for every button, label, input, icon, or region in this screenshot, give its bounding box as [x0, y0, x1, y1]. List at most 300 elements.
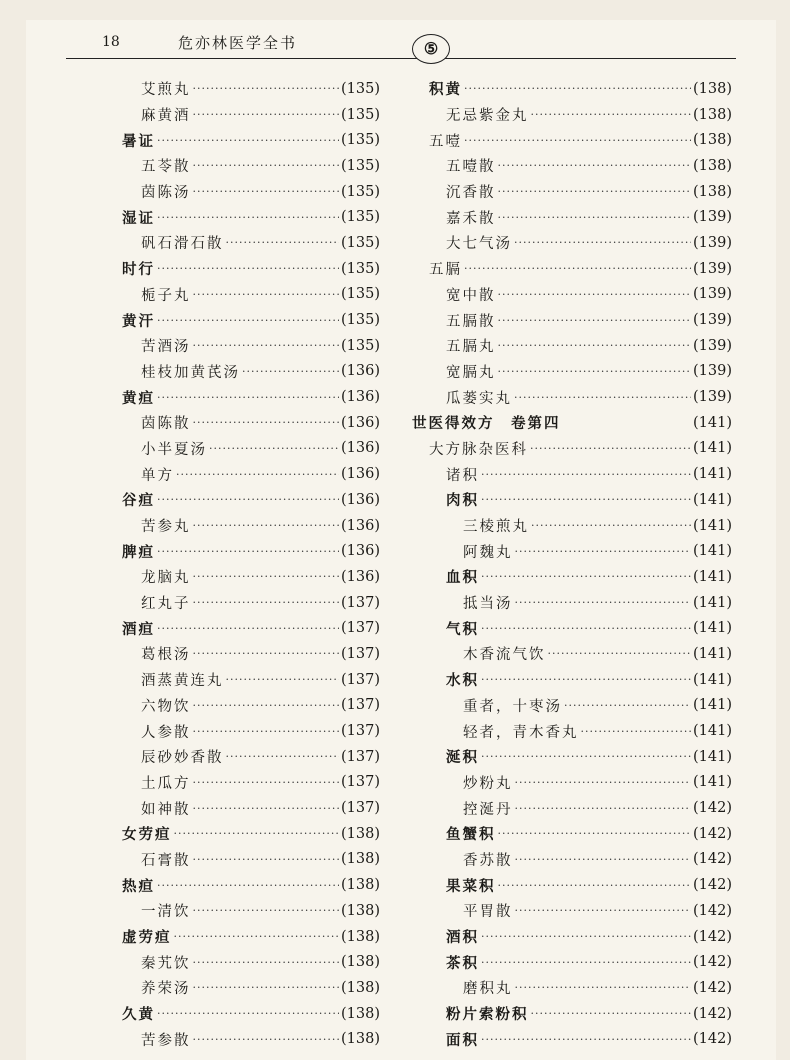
toc-entry-title: 热疸 — [122, 877, 155, 895]
dot-leader — [498, 365, 692, 378]
toc-entry — [412, 153, 732, 179]
toc-entry-page: (135) — [341, 183, 380, 200]
toc-entry-page: (136) — [341, 491, 380, 508]
toc-entry-page: (139) — [693, 286, 732, 303]
toc-entry-page: (137) — [341, 800, 380, 817]
toc-entry-page: (138) — [693, 157, 732, 174]
toc-entry — [122, 307, 380, 333]
toc-entry — [412, 179, 732, 205]
toc-entry-title: 麻黄酒 — [141, 108, 191, 125]
toc-entry — [412, 564, 732, 590]
toc-entry — [122, 795, 380, 821]
dot-leader — [193, 1033, 340, 1046]
toc-entry-page: (139) — [693, 363, 732, 380]
toc-entry — [412, 949, 732, 975]
dot-leader — [498, 879, 692, 892]
dot-leader — [498, 159, 692, 172]
toc-entry — [122, 384, 380, 410]
toc-entry-title: 黄疸 — [122, 389, 155, 407]
toc-entry-title: 黄汗 — [122, 312, 155, 330]
dot-leader — [193, 108, 340, 121]
dot-leader — [515, 981, 692, 994]
toc-entry — [122, 282, 380, 308]
toc-entry-page: (138) — [341, 1005, 380, 1022]
toc-entry — [412, 333, 732, 359]
toc-entry-title: 茵陈散 — [141, 416, 191, 433]
dot-leader — [176, 468, 339, 481]
toc-entry-title: 时行 — [122, 261, 155, 279]
toc-entry-title: 久黄 — [122, 1006, 155, 1024]
toc-entry — [412, 641, 732, 667]
toc-entry-title: 女劳疸 — [122, 826, 172, 844]
toc-entry-page: (138) — [693, 80, 732, 97]
toc-entry — [122, 847, 380, 873]
toc-entry — [122, 718, 380, 744]
toc-entry-title: 抵当汤 — [463, 596, 513, 613]
toc-entry-page: (138) — [341, 825, 380, 842]
dot-leader — [193, 647, 340, 660]
toc-entry-title: 一清饮 — [141, 904, 191, 921]
toc-entry-title: 如神散 — [141, 801, 191, 818]
toc-entry-page: (141) — [693, 748, 732, 765]
toc-entry — [412, 102, 732, 128]
toc-entry-title: 土瓜方 — [141, 775, 191, 792]
toc-entry-page: (141) — [693, 645, 732, 662]
toc-entry — [122, 949, 380, 975]
toc-entry-title: 沉香散 — [446, 185, 496, 202]
dot-leader — [481, 622, 691, 635]
toc-entry-title: 桂枝加黄芪汤 — [141, 364, 240, 381]
toc-entry-title: 六物饮 — [141, 698, 191, 715]
dot-leader — [498, 314, 692, 327]
toc-entry-title: 大七气汤 — [446, 236, 512, 253]
dot-leader — [193, 904, 340, 917]
toc-entry-page: (135) — [341, 132, 380, 149]
toc-entry-page: (138) — [341, 979, 380, 996]
dot-leader — [498, 288, 692, 301]
toc-entry — [122, 256, 380, 282]
dot-leader — [193, 699, 340, 712]
toc-entry-title: 诸积 — [446, 467, 479, 484]
toc-entry — [412, 76, 732, 102]
toc-entry-page: (142) — [693, 928, 732, 945]
toc-entry — [412, 770, 732, 796]
toc-entry — [122, 924, 380, 950]
toc-entry-title: 五膈丸 — [446, 339, 496, 356]
toc-entry — [122, 564, 380, 590]
toc-entry-page: (142) — [693, 1031, 732, 1048]
toc-entry-title: 五噎散 — [446, 159, 496, 176]
toc-entry — [122, 436, 380, 462]
toc-entry-title: 粉片索粉积 — [446, 1006, 529, 1024]
dot-leader — [157, 622, 339, 635]
toc-entry-page: (135) — [341, 80, 380, 97]
toc-entry-title: 养荣汤 — [141, 981, 191, 998]
dot-leader — [193, 416, 340, 429]
dot-leader — [174, 827, 340, 840]
dot-leader — [464, 134, 691, 147]
dot-leader — [481, 956, 691, 969]
toc-entry-title: 栀子丸 — [141, 287, 191, 304]
toc-entry — [412, 487, 732, 513]
dot-leader — [531, 519, 691, 532]
toc-entry-page: (138) — [341, 1031, 380, 1048]
dot-leader — [481, 468, 691, 481]
toc-entry-title: 红丸子 — [141, 596, 191, 613]
toc-entry-title: 石膏散 — [141, 852, 191, 869]
toc-entry-title: 暑证 — [122, 132, 155, 150]
toc-entry-page: (142) — [693, 825, 732, 842]
dot-leader — [481, 1033, 691, 1046]
toc-entry-page: (138) — [341, 902, 380, 919]
toc-entry-page: (141) — [693, 466, 732, 483]
toc-entry-title: 龙脑丸 — [141, 570, 191, 587]
toc-entry — [412, 461, 732, 487]
dot-leader — [531, 1007, 692, 1020]
toc-entry-page: (136) — [341, 568, 380, 585]
toc-entry-title: 湿证 — [122, 209, 155, 227]
toc-entry-title: 水积 — [446, 672, 479, 690]
toc-entry-page: (135) — [341, 106, 380, 123]
toc-entry-title: 嘉禾散 — [446, 210, 496, 227]
toc-entry — [122, 102, 380, 128]
toc-entry-page: (136) — [341, 466, 380, 483]
toc-entry — [122, 615, 380, 641]
dot-leader — [157, 134, 339, 147]
dot-leader — [193, 288, 340, 301]
toc-entry-title: 瓜蒌实丸 — [446, 390, 512, 407]
dot-leader — [193, 339, 340, 352]
toc-entry-title: 重者，十枣汤 — [463, 698, 562, 715]
toc-entry-title: 艾煎丸 — [141, 82, 191, 99]
dot-leader — [515, 853, 692, 866]
toc-entry-title: 苦参丸 — [141, 519, 191, 536]
toc-entry-page: (142) — [693, 954, 732, 971]
dot-leader — [226, 236, 340, 249]
toc-entry-title: 茶积 — [446, 954, 479, 972]
toc-entry-page: (141) — [693, 620, 732, 637]
toc-entry-page: (141) — [693, 568, 732, 585]
dot-leader — [193, 596, 340, 609]
dot-leader — [226, 750, 340, 763]
toc-entry-title: 轻者，青木香丸 — [463, 724, 579, 741]
dot-leader — [157, 262, 339, 275]
toc-entry-title: 酒疸 — [122, 620, 155, 638]
toc-entry — [412, 127, 732, 153]
toc-entry-page: (135) — [341, 234, 380, 251]
toc-entry-page: (135) — [341, 337, 380, 354]
toc-entry — [412, 538, 732, 564]
toc-entry — [412, 359, 732, 385]
dot-leader — [193, 776, 340, 789]
toc-entry-page: (137) — [341, 723, 380, 740]
toc-entry-page: (142) — [693, 979, 732, 996]
toc-entry — [412, 975, 732, 1001]
dot-leader — [481, 570, 691, 583]
dot-leader — [193, 725, 340, 738]
dot-leader — [514, 391, 691, 404]
running-header — [66, 28, 736, 59]
dot-leader — [530, 442, 691, 455]
toc-entry-title: 虚劳疸 — [122, 929, 172, 947]
book-title: 危亦林医学全书 — [178, 34, 298, 52]
toc-entry-page: (135) — [341, 209, 380, 226]
toc-entry — [122, 1001, 380, 1027]
toc-entry-title: 秦艽饮 — [141, 955, 191, 972]
toc-entry-page: (136) — [341, 440, 380, 457]
toc-entry-page: (141) — [693, 671, 732, 688]
toc-entry — [412, 898, 732, 924]
dot-leader — [157, 391, 339, 404]
toc-entry-title: 肉积 — [446, 492, 479, 510]
toc-entry-page: (141) — [693, 774, 732, 791]
toc-entry — [122, 641, 380, 667]
toc-entry-page: (136) — [341, 363, 380, 380]
dot-leader — [498, 827, 692, 840]
toc-column-right — [412, 76, 732, 1052]
toc-entry — [122, 333, 380, 359]
toc-entry-page: (142) — [693, 902, 732, 919]
toc-entry-title: 三棱煎丸 — [463, 519, 529, 536]
toc-entry — [122, 76, 380, 102]
toc-entry-title: 面积 — [446, 1031, 479, 1049]
toc-entry-page: (141) — [693, 723, 732, 740]
toc-entry-title: 平胃散 — [463, 904, 513, 921]
toc-entry — [412, 667, 732, 693]
toc-entry-page: (137) — [341, 620, 380, 637]
toc-entry — [412, 615, 732, 641]
toc-entry-page: (139) — [693, 389, 732, 406]
toc-entry — [122, 975, 380, 1001]
toc-entry-page: (137) — [341, 774, 380, 791]
toc-entry-page: (135) — [341, 312, 380, 329]
toc-entry-title: 磨积丸 — [463, 981, 513, 998]
toc-entry-page: (141) — [693, 414, 732, 431]
publisher-logo-icon: ⑤ — [412, 34, 450, 64]
toc-entry-title: 宽膈丸 — [446, 364, 496, 381]
toc-entry-page: (137) — [341, 748, 380, 765]
dot-leader — [193, 159, 340, 172]
dot-leader — [515, 904, 692, 917]
toc-entry — [412, 204, 732, 230]
dot-leader — [193, 570, 340, 583]
dot-leader — [498, 339, 692, 352]
toc-entry-page: (135) — [341, 286, 380, 303]
toc-entry — [412, 590, 732, 616]
dot-leader — [157, 879, 339, 892]
toc-entry-page: (138) — [341, 928, 380, 945]
toc-entry-title: 木香流气饮 — [463, 647, 546, 664]
toc-column-left — [122, 76, 380, 1052]
dot-leader — [193, 981, 340, 994]
toc-entry-title: 谷疸 — [122, 492, 155, 510]
toc-entry-page: (139) — [693, 234, 732, 251]
toc-entry — [412, 410, 732, 436]
toc-entry-title: 积黄 — [429, 81, 462, 99]
toc-entry-title: 控涎丹 — [463, 801, 513, 818]
toc-entry-title: 葛根汤 — [141, 647, 191, 664]
toc-entry-page: (141) — [693, 517, 732, 534]
toc-entry-page: (138) — [693, 106, 732, 123]
toc-entry — [412, 436, 732, 462]
toc-entry-title: 苦酒汤 — [141, 339, 191, 356]
toc-entry — [122, 153, 380, 179]
toc-entry — [122, 461, 380, 487]
toc-entry — [122, 821, 380, 847]
dot-leader — [481, 493, 691, 506]
toc-entry-title: 辰砂妙香散 — [141, 750, 224, 767]
toc-entry-page: (141) — [693, 697, 732, 714]
toc-entry-title: 酒积 — [446, 929, 479, 947]
toc-entry-page: (141) — [693, 440, 732, 457]
dot-leader — [242, 365, 339, 378]
toc-entry — [122, 179, 380, 205]
toc-entry — [122, 204, 380, 230]
toc-entry-page: (142) — [693, 1005, 732, 1022]
toc-entry — [412, 1026, 732, 1052]
toc-entry-title: 矾石滑石散 — [141, 236, 224, 253]
dot-leader — [157, 314, 339, 327]
dot-leader — [464, 82, 691, 95]
toc-entry-title: 五膈散 — [446, 313, 496, 330]
toc-entry — [412, 847, 732, 873]
dot-leader — [498, 185, 692, 198]
toc-entry-title: 阿魏丸 — [463, 544, 513, 561]
toc-entry — [122, 538, 380, 564]
toc-entry-page: (135) — [341, 157, 380, 174]
toc-entry — [122, 667, 380, 693]
dot-leader — [209, 442, 339, 455]
dot-leader — [515, 802, 692, 815]
dot-leader — [481, 750, 691, 763]
dot-leader — [481, 930, 691, 943]
toc-entry — [412, 693, 732, 719]
toc-entry-title: 人参散 — [141, 724, 191, 741]
toc-entry-title: 涎积 — [446, 749, 479, 767]
toc-entry-page: (136) — [341, 517, 380, 534]
dot-leader — [564, 699, 691, 712]
toc-entry-page: (141) — [693, 594, 732, 611]
dot-leader — [157, 1007, 339, 1020]
toc-entry — [122, 359, 380, 385]
toc-entry-title: 世医得效方 卷第四 — [412, 415, 561, 433]
toc-entry — [412, 256, 732, 282]
toc-entry-page: (137) — [341, 671, 380, 688]
toc-entry — [122, 410, 380, 436]
dot-leader — [481, 673, 691, 686]
dot-leader — [193, 853, 340, 866]
toc-entry-page: (138) — [693, 183, 732, 200]
toc-entry-page: (139) — [693, 209, 732, 226]
toc-entry — [122, 1026, 380, 1052]
toc-entry-page: (142) — [693, 800, 732, 817]
toc-entry — [412, 384, 732, 410]
dot-leader — [193, 802, 340, 815]
toc-entry — [412, 744, 732, 770]
toc-entry-title: 宽中散 — [446, 287, 496, 304]
dot-leader — [515, 776, 692, 789]
toc-entry-title: 鱼蟹积 — [446, 826, 496, 844]
toc-entry-title: 炒粉丸 — [463, 775, 513, 792]
toc-entry — [412, 795, 732, 821]
dot-leader — [157, 211, 339, 224]
dot-leader — [498, 211, 692, 224]
toc-entry — [122, 898, 380, 924]
toc-entry-title: 大方脉杂医科 — [429, 441, 528, 458]
toc-entry — [412, 307, 732, 333]
toc-entry — [412, 821, 732, 847]
toc-entry — [122, 513, 380, 539]
dot-leader — [193, 956, 340, 969]
dot-leader — [515, 596, 692, 609]
toc-entry-page: (138) — [341, 877, 380, 894]
toc-entry-page: (137) — [341, 594, 380, 611]
toc-entry — [412, 872, 732, 898]
toc-entry-page: (141) — [693, 543, 732, 560]
page-number: 18 — [102, 34, 120, 50]
toc-entry-title: 单方 — [141, 467, 174, 484]
toc-entry — [412, 282, 732, 308]
toc-entry — [122, 127, 380, 153]
toc-entry-page: (139) — [693, 260, 732, 277]
dot-leader — [193, 519, 340, 532]
toc-entry-page: (139) — [693, 337, 732, 354]
toc-entry-page: (138) — [693, 132, 732, 149]
toc-entry-title: 苦参散 — [141, 1032, 191, 1049]
dot-leader — [174, 930, 340, 943]
toc-entry — [122, 693, 380, 719]
toc-entry — [412, 718, 732, 744]
toc-entry — [412, 513, 732, 539]
toc-entry-title: 五噎 — [429, 133, 462, 150]
toc-entry-page: (142) — [693, 877, 732, 894]
toc-entry-title: 气积 — [446, 620, 479, 638]
dot-leader — [515, 545, 692, 558]
dot-leader — [226, 673, 340, 686]
dot-leader — [464, 262, 691, 275]
toc-entry-page: (137) — [341, 697, 380, 714]
toc-entry-title: 茵陈汤 — [141, 185, 191, 202]
toc-entry — [122, 487, 380, 513]
toc-entry-page: (135) — [341, 260, 380, 277]
toc-entry-page: (136) — [341, 414, 380, 431]
dot-leader — [193, 82, 340, 95]
toc-entry-page: (142) — [693, 851, 732, 868]
toc-entry-page: (141) — [693, 491, 732, 508]
toc-entry-page: (139) — [693, 312, 732, 329]
toc-entry — [412, 1001, 732, 1027]
dot-leader — [157, 493, 339, 506]
toc-entry-page: (136) — [341, 543, 380, 560]
toc-entry — [122, 590, 380, 616]
dot-leader — [531, 108, 692, 121]
dot-leader — [581, 725, 692, 738]
toc-entry-page: (136) — [341, 389, 380, 406]
toc-entry — [412, 924, 732, 950]
toc-entry — [122, 744, 380, 770]
dot-leader — [514, 236, 691, 249]
toc-entry-page: (138) — [341, 851, 380, 868]
toc-entry-title: 五苓散 — [141, 159, 191, 176]
toc-entry-title: 血积 — [446, 569, 479, 587]
toc-entry-title: 香苏散 — [463, 852, 513, 869]
dot-leader — [548, 647, 692, 660]
toc-entry-page: (137) — [341, 645, 380, 662]
toc-entry-title: 脾疸 — [122, 543, 155, 561]
toc-entry-page: (138) — [341, 954, 380, 971]
toc-entry-title: 小半夏汤 — [141, 441, 207, 458]
toc-entry — [122, 872, 380, 898]
